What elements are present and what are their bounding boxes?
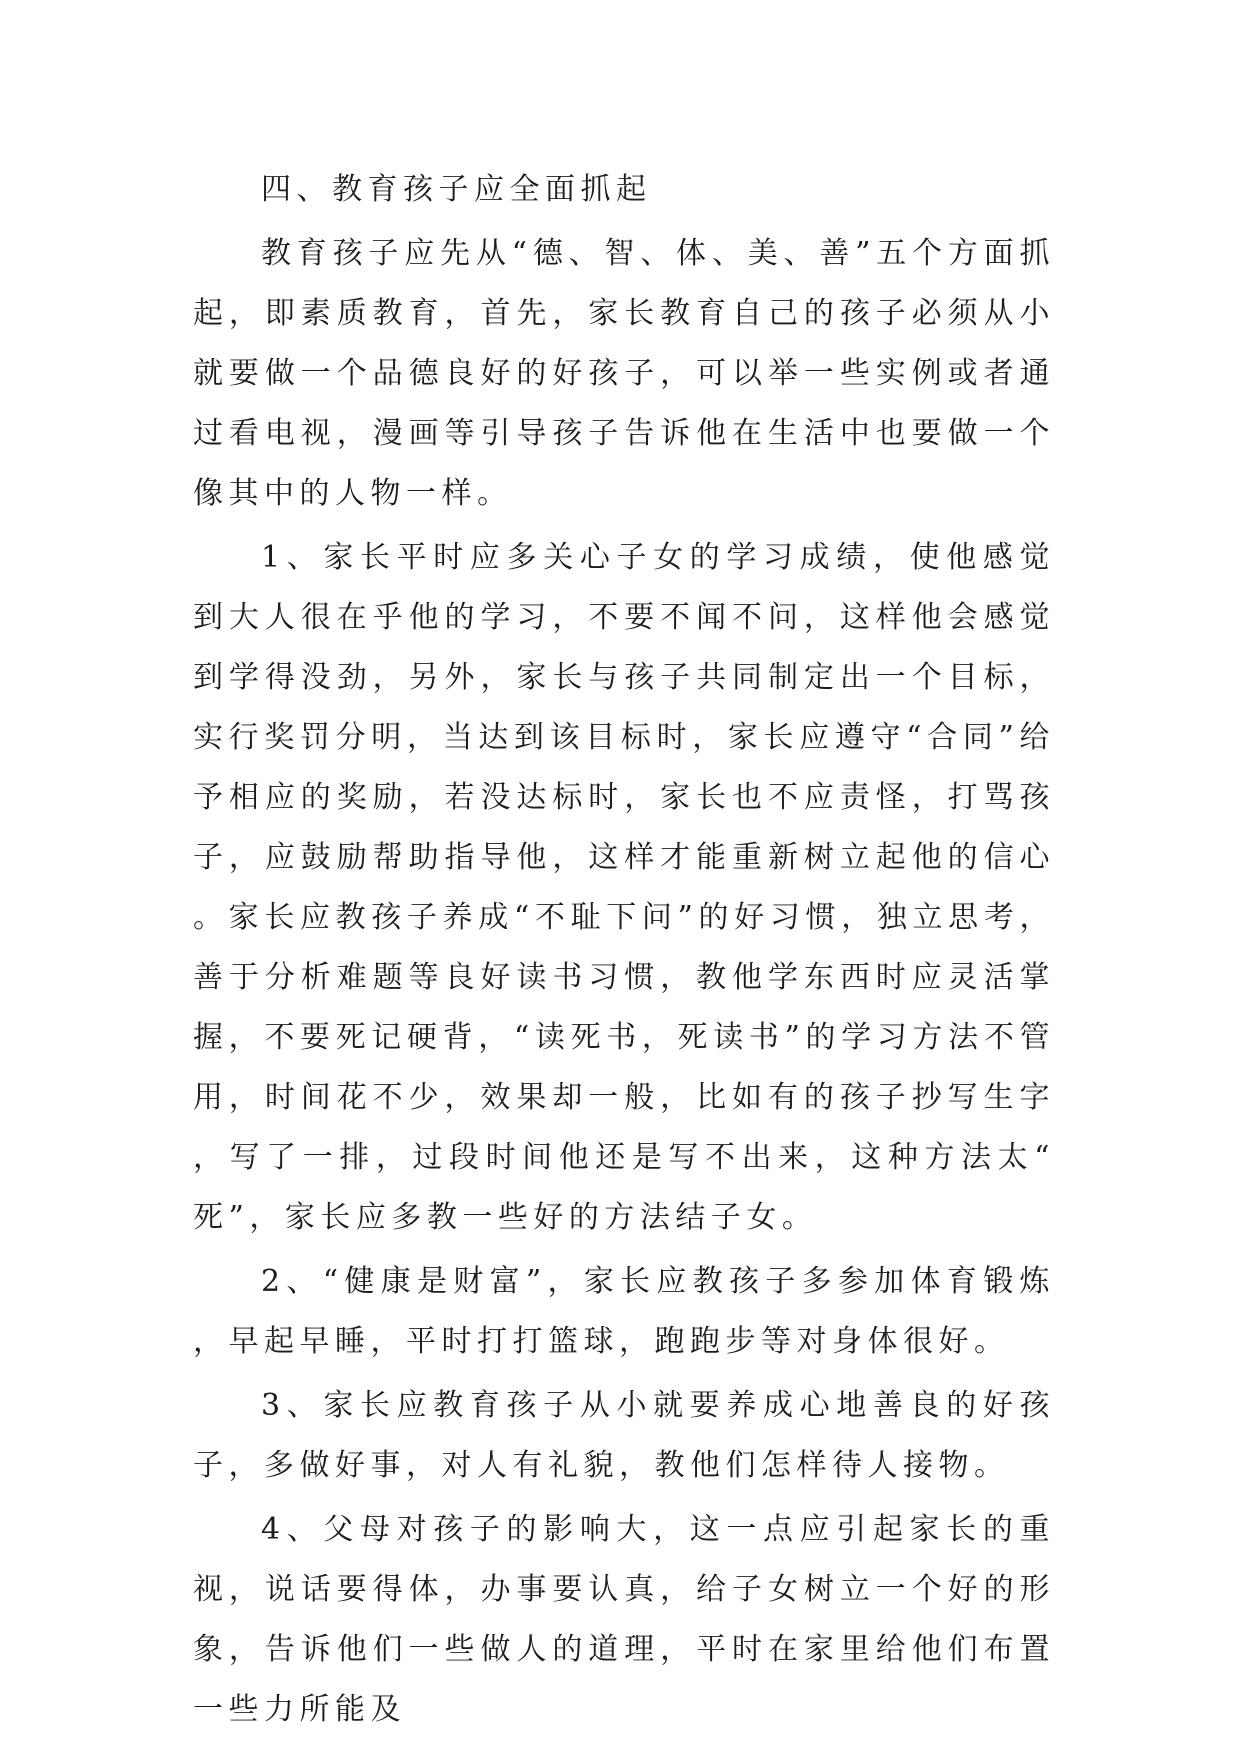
- section-heading: 四、教育孩子应全面抓起: [261, 172, 652, 207]
- paragraph-item-3: 3、家长应教育孩子从小就要养成心地善良的好孩子，多做好事，对人有礼貌，教他们怎样待人接物。: [193, 1388, 1055, 1483]
- paragraph-item-2: 2、“健康是财富”，家长应教孩子多参加体育锻炼，早起早睡，平时打打篮球，跑跑步等对身体很好。: [193, 1264, 1055, 1359]
- document-body: [193, 160, 1055, 1740]
- paragraph-intro: 教育孩子应先从“德、智、体、美、善”五个方面抓起，即素质教育，首先，家长教育自己的孩子必须从小就要做一个品德良好的好孩子，可以举一些实例或者通过看电视，漫画等引导孩子告诉他在生活中也要做一个像其中的人物一样。: [193, 236, 1055, 511]
- paragraph-item-4: 4、父母对孩子的影响大，这一点应引起家长的重视，说话要得体，办事要认真，给子女树立一个好的形象，告诉他们一些做人的道理，平时在家里给他们布置一些力所能及: [193, 1512, 1055, 1727]
- paragraph-item-1: 1、家长平时应多关心子女的学习成绩，使他感觉到大人很在乎他的学习，不要不闻不问，这样他会感觉到学得没劲，另外，家长与孩子共同制定出一个目标，实行奖罚分明，当达到该目标时，家长应遵守“合同”给予相应的奖励，若没达标时，家长也不应责怪，打骂孩子，应鼓励帮助指导他，这样才能重新树立起他的信心。家长应教孩子养成“不耻下问”的好习惯，独立思考，善于分析难题等良好读书习惯，教他学东西时应灵活掌握，不要死记硬背，“读死书，死读书”的学习方法不管用，时间花不少，效果却一般，比如有的孩子抄写生字，写了一排，过段时间他还是写不出来，这种方法太“死”，家长应多教一些好的方法结子女。: [193, 540, 1055, 1235]
